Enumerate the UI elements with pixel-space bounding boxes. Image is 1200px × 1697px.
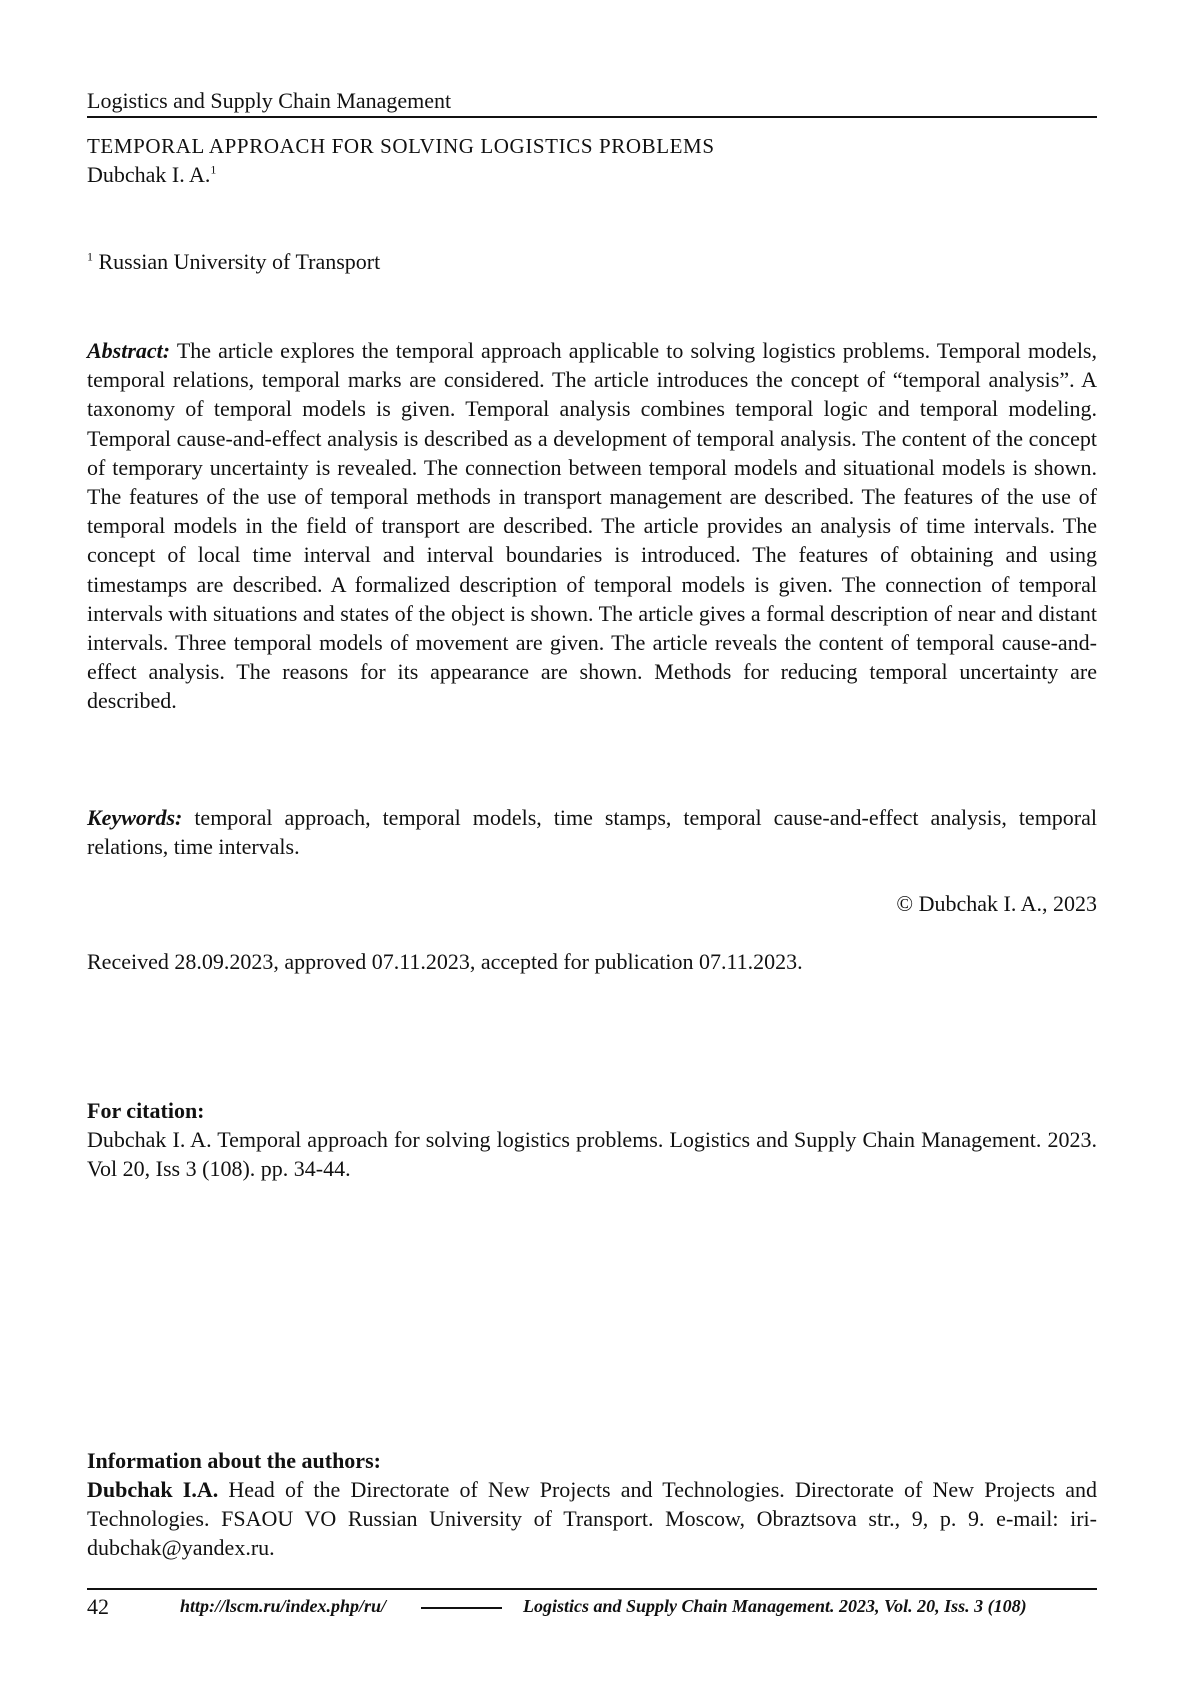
- author-name: Dubchak I. A.: [87, 162, 211, 187]
- citation-heading: For citation:: [87, 1098, 205, 1123]
- author-line: [87, 162, 216, 188]
- affiliation-superscript: 1: [87, 249, 93, 264]
- footer-dash: [421, 1607, 502, 1609]
- keywords: [87, 803, 1097, 861]
- abstract-text: The article explores the temporal approach applicable to solving logistics problems. Temporal models, temporal relations, temporal marks are considered. The article introduces the concept of “temporal analysis”. A taxonomy of temporal models is given. Temporal analysis combines temporal logic and temporal modeling. Temporal cause-and-effect analysis is described as a development of temporal analysis. The content of the concept of temporary uncertainty is revealed. The connection between temporal models and situational models is shown. The features of the use of temporal methods in transport management are described. The features of the use of temporal models in the field of transport are described. The article provides an analysis of time intervals. The concept of local time interval and interval boundaries is introduced. The features of obtaining and using timestamps are described. A formalized description of temporal models is given. The connection of temporal intervals with situations and states of the object is shown. The article gives a formal description of near and distant intervals. Three temporal models of movement are given. The article reveals the content of temporal cause-and-effect analysis. The reasons for its appearance are shown. Methods for reducing temporal uncertainty are described.: [87, 338, 1097, 714]
- page: [87, 0, 1097, 1697]
- authors-heading: Information about the authors:: [87, 1448, 381, 1473]
- received-dates: Received 28.09.2023, approved 07.11.2023, accepted for publication 07.11.2023.: [87, 949, 803, 974]
- article-title: TEMPORAL APPROACH FOR SOLVING LOGISTICS PROBLEMS: [87, 134, 715, 158]
- citation-text: Dubchak I. A. Temporal approach for solving logistics problems. Logistics and Supply Chain Management. 2023. Vol 20, Iss 3 (108). pp. 34-44.: [87, 1127, 1097, 1182]
- footer: [87, 1590, 1097, 1622]
- page-number: 42: [87, 1594, 109, 1619]
- affiliation: [87, 249, 380, 275]
- authors-name: Dubchak I.A.: [87, 1477, 219, 1502]
- running-header: Logistics and Supply Chain Management: [87, 88, 1097, 118]
- footer-journal-ref: Logistics and Supply Chain Management. 2023, Vol. 20, Iss. 3 (108): [523, 1596, 1027, 1616]
- footer-url-link[interactable]: http://lscm.ru/index.php/ru/: [180, 1596, 387, 1616]
- abstract: [87, 336, 1097, 716]
- authors-text: Head of the Directorate of New Projects and Technologies. Directorate of New Projects and Technologies. FSAOU VO Russian University of Transport. Moscow, Obraztsova str., 9, p. 9. e-mail: iri-dubchak@yandex.ru.: [87, 1477, 1098, 1561]
- authors-info: [87, 1475, 1097, 1563]
- copyright: © Dubchak I. A., 2023: [896, 891, 1097, 916]
- keywords-text: temporal approach, temporal models, time stamps, temporal cause-and-effect analysis, temporal relations, time intervals.: [87, 805, 1098, 860]
- abstract-label: Abstract:: [87, 338, 171, 363]
- keywords-label: Keywords:: [87, 805, 183, 830]
- author-superscript: 1: [210, 162, 217, 177]
- affiliation-name: Russian University of Transport: [98, 249, 381, 274]
